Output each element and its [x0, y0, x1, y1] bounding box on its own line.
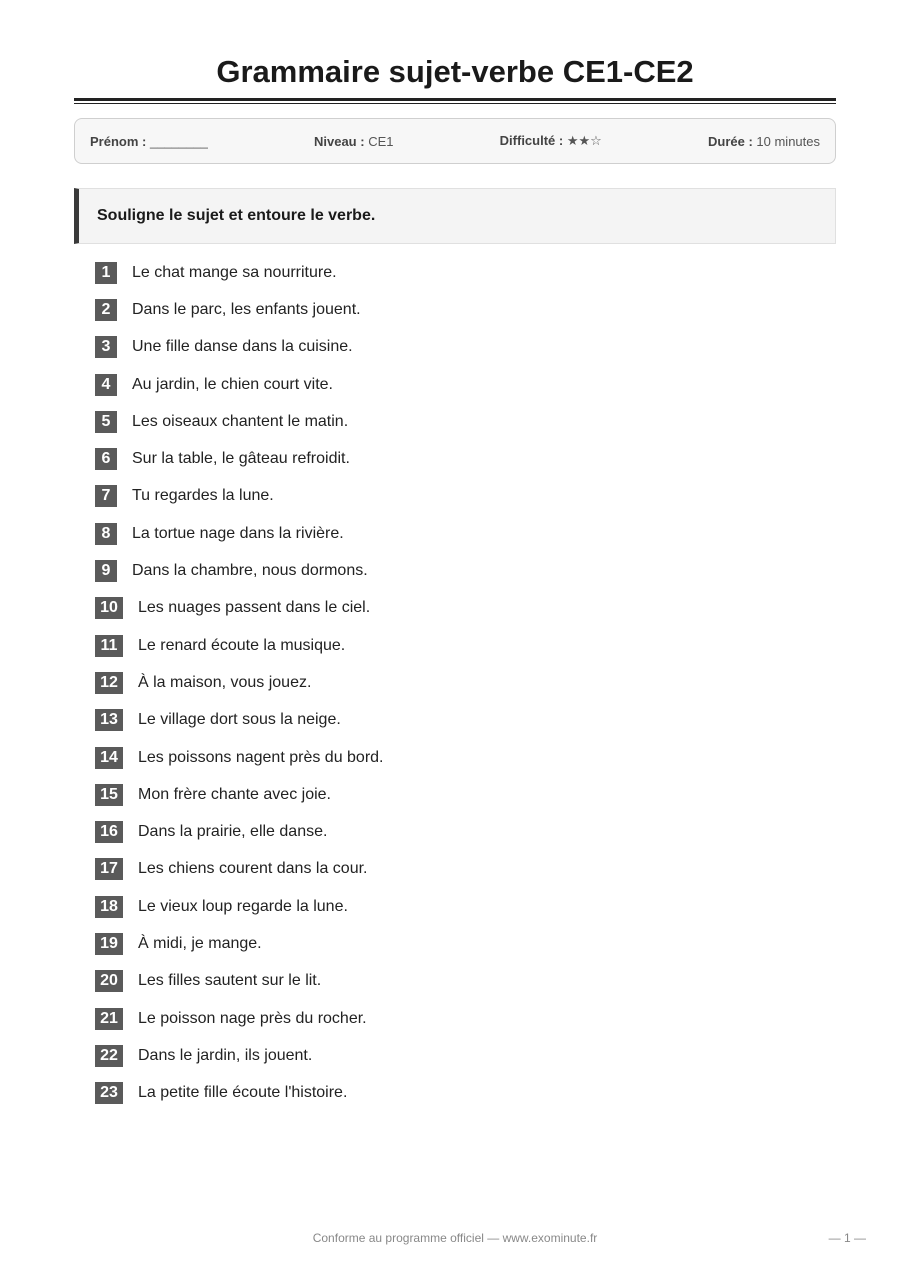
item-number-badge: 17	[95, 858, 123, 880]
exercise-item	[95, 627, 384, 664]
item-sentence: Dans le jardin, ils jouent.	[138, 1046, 313, 1064]
item-number-badge: 21	[95, 1008, 123, 1030]
item-number-badge: 12	[95, 672, 123, 694]
difficulte-field	[500, 133, 602, 149]
item-number-badge: 19	[95, 933, 123, 955]
prenom-field	[90, 134, 208, 149]
exercise-item	[95, 851, 384, 888]
item-sentence: Les poissons nagent près du bord.	[138, 748, 384, 766]
info-box	[74, 118, 836, 164]
duree-label: Durée :	[707, 133, 753, 149]
niveau-field	[314, 134, 394, 149]
item-number-badge: 14	[95, 747, 123, 769]
item-number-badge: 16	[95, 821, 123, 843]
difficulte-value: ★★☆	[566, 133, 602, 148]
exercise-item	[95, 478, 384, 515]
exercise-instruction: Souligne le sujet et entoure le verbe.	[74, 188, 836, 244]
item-sentence: Dans la chambre, nous dormons.	[132, 562, 368, 580]
page-number: — 1 —	[828, 1231, 866, 1245]
exercise-item	[95, 1000, 384, 1037]
niveau-label: Niveau :	[313, 133, 365, 149]
exercise-item	[95, 329, 384, 366]
exercise-item	[95, 702, 384, 739]
exercise-item	[95, 1037, 384, 1074]
item-number-badge: 8	[95, 523, 117, 545]
item-sentence: Dans le parc, les enfants jouent.	[132, 300, 361, 318]
item-sentence: Le renard écoute la musique.	[138, 636, 346, 654]
item-number-badge: 5	[95, 411, 117, 433]
exercise-item	[95, 925, 384, 962]
niveau-value: CE1	[368, 133, 394, 149]
item-sentence: Le poisson nage près du rocher.	[138, 1009, 367, 1027]
item-sentence: À la maison, vous jouez.	[138, 673, 312, 691]
footer-text: Conforme au programme officiel — www.exominute.fr	[312, 1231, 598, 1245]
item-number-badge: 7	[95, 485, 117, 507]
item-sentence: Les oiseaux chantent le matin.	[132, 412, 349, 430]
exercise-item	[95, 888, 384, 925]
exercise-item	[95, 664, 384, 701]
item-sentence: Dans la prairie, elle danse.	[138, 823, 328, 841]
exercise-item	[95, 963, 384, 1000]
item-sentence: La petite fille écoute l'histoire.	[138, 1084, 348, 1102]
duree-field	[708, 134, 820, 149]
item-sentence: À midi, je mange.	[138, 934, 262, 952]
duree-value: 10 minutes	[756, 133, 820, 149]
item-number-badge: 23	[95, 1082, 123, 1104]
prenom-label: Prénom :	[90, 133, 147, 149]
exercise-item	[95, 776, 384, 813]
exercise-item	[95, 403, 384, 440]
item-number-badge: 9	[95, 560, 117, 582]
item-number-badge: 22	[95, 1045, 123, 1067]
item-number-badge: 11	[95, 635, 123, 657]
item-sentence: Tu regardes la lune.	[132, 487, 274, 505]
item-number-badge: 4	[95, 374, 117, 396]
item-number-badge: 6	[95, 448, 117, 470]
exercise-item	[95, 552, 384, 589]
item-sentence: Au jardin, le chien court vite.	[132, 375, 333, 393]
item-number-badge: 3	[95, 336, 117, 358]
exercise-item	[95, 813, 384, 850]
item-sentence: Le chat mange sa nourriture.	[132, 263, 337, 281]
item-sentence: La tortue nage dans la rivière.	[132, 524, 344, 542]
item-number-badge: 1	[95, 262, 117, 284]
exercise-item	[95, 254, 384, 291]
exercise-item	[95, 291, 384, 328]
exercise-item	[95, 590, 384, 627]
exercise-item	[95, 739, 384, 776]
title-divider	[74, 98, 836, 104]
item-number-badge: 15	[95, 784, 123, 806]
prenom-value: ________	[149, 133, 208, 149]
item-sentence: Le village dort sous la neige.	[138, 711, 341, 729]
page-title: Grammaire sujet-verbe CE1-CE2	[216, 54, 694, 89]
item-number-badge: 20	[95, 970, 123, 992]
item-sentence: Le vieux loup regarde la lune.	[138, 897, 348, 915]
item-number-badge: 2	[95, 299, 117, 321]
exercise-item	[95, 366, 384, 403]
item-sentence: Mon frère chante avec joie.	[138, 785, 331, 803]
item-sentence: Les filles sautent sur le lit.	[138, 972, 322, 990]
exercise-item	[95, 515, 384, 552]
item-sentence: Sur la table, le gâteau refroidit.	[132, 450, 350, 468]
exercise-item	[95, 1075, 384, 1112]
item-number-badge: 13	[95, 709, 123, 731]
item-number-badge: 18	[95, 896, 123, 918]
exercise-list	[95, 254, 384, 1112]
item-sentence: Les nuages passent dans le ciel.	[138, 599, 371, 617]
difficulte-label: Difficulté :	[499, 133, 564, 148]
item-sentence: Une fille danse dans la cuisine.	[132, 338, 353, 356]
item-sentence: Les chiens courent dans la cour.	[138, 860, 368, 878]
item-number-badge: 10	[95, 597, 123, 619]
exercise-item	[95, 440, 384, 477]
